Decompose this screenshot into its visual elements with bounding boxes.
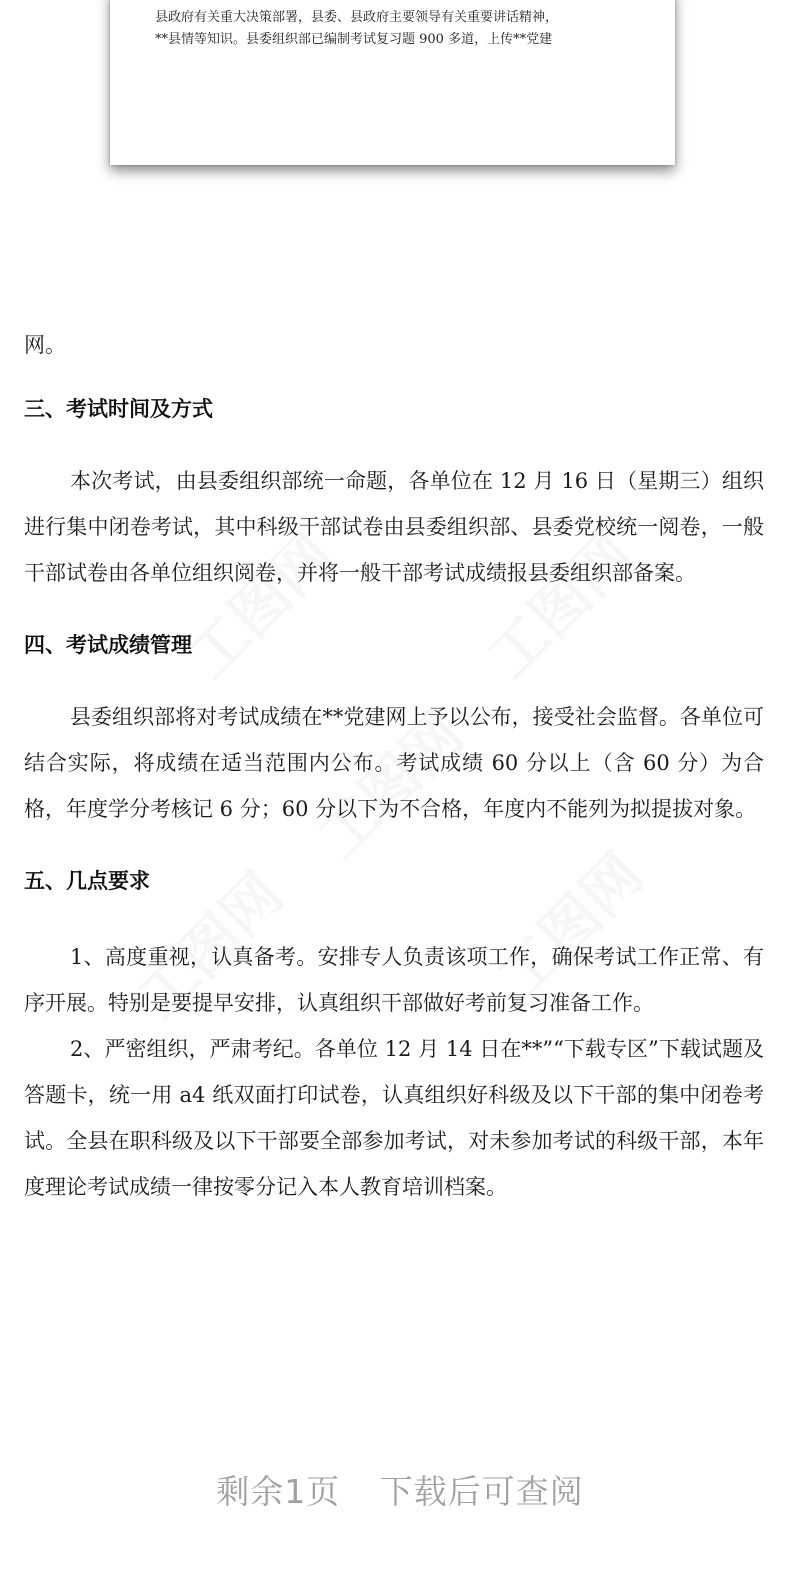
requirement-item-2: 2、严密组织，严肃考纪。各单位 12 月 14 日在**”“下载专区”下载试题及答题卡，统一用 a4 纸双面打印试卷，认真组织好科级及以下干部的集中闭卷考试。全县在职科级及以下干部要全部参加考试，对未参加考试的科级干部，本年度理论考试成绩一律按零分记入本人教育培训档案。 — [24, 1037, 764, 1199]
remaining-pages-label: 剩余1页 — [216, 1472, 341, 1511]
section-heading-exam-time: 三、考试时间及方式 — [24, 397, 213, 421]
document-body — [24, 322, 764, 1210]
continuation-text: 网。 — [24, 333, 66, 357]
document-preview-card — [110, 0, 675, 165]
requirement-item-1: 1、高度重视，认真备考。安排专人负责该项工作，确保考试工作正常、有序开展。特别是要提早安排，认真组织干部做好考前复习准备工作。 — [24, 945, 764, 1015]
preview-line-cut — [155, 0, 635, 7]
preview-line: **县情等知识。县委组织部已编制考试复习题 900 多道，上传**党建 — [155, 32, 553, 47]
section-paragraph-score-management: 县委组织部将对考试成绩在**党建网上予以公布，接受社会监督。各单位可结合实际，将成绩在适当范围内公布。考试成绩 60 分以上（含 60 分）为合格，年度学分考核记 6 分；60 分以下为不合格，年度内不能列为拟提拔对象。 — [24, 705, 764, 821]
section-heading-score-management: 四、考试成绩管理 — [24, 633, 192, 657]
download-to-view-label[interactable]: 下载后可查阅 — [379, 1472, 584, 1511]
section-paragraph-exam-time: 本次考试，由县委组织部统一命题，各单位在 12 月 16 日（星期三）组织进行集中闭卷考试，其中科级干部试卷由县委组织部、县委党校统一阅卷，一般干部试卷由各单位组织阅卷，并将一般干部考试成绩报县委组织部备案。 — [24, 469, 764, 585]
preview-line: 县政府有关重大决策部署，县委、县政府主要领导有关重要讲话精神， — [155, 10, 559, 25]
section-heading-requirements: 五、几点要求 — [24, 869, 150, 893]
download-prompt[interactable] — [0, 1466, 800, 1513]
preview-text — [155, 0, 635, 51]
